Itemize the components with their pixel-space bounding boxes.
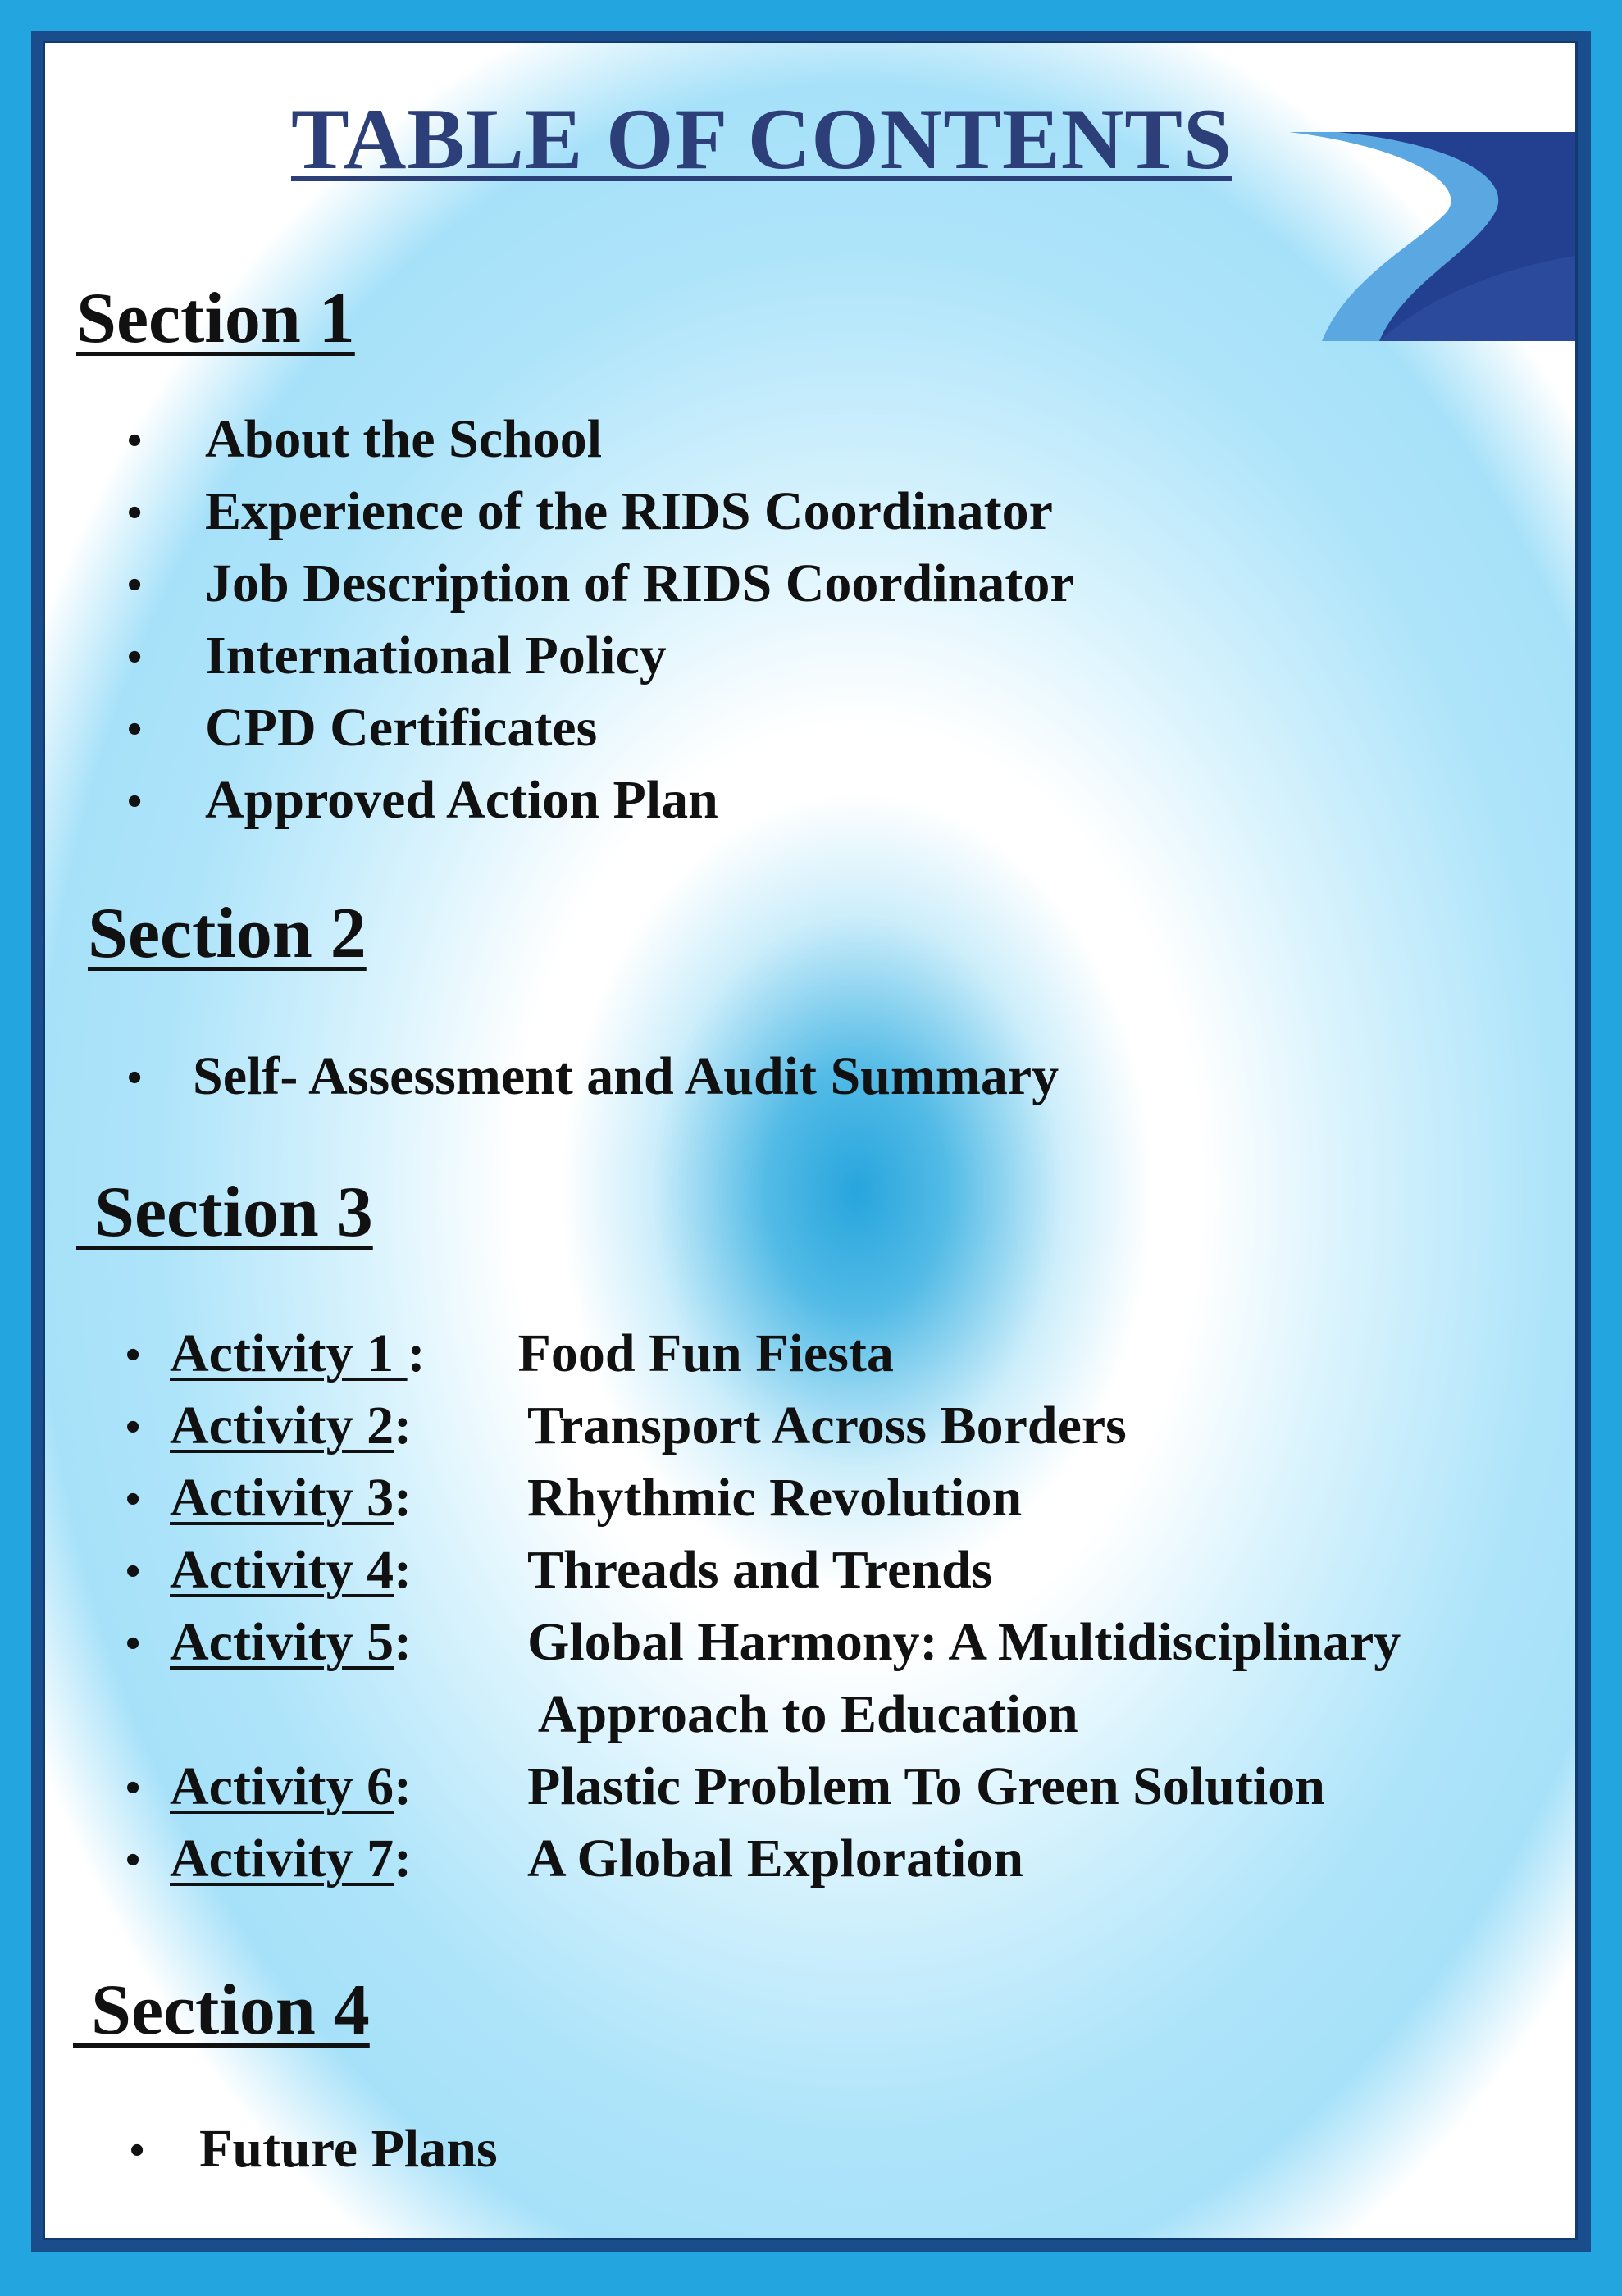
bullet: • — [130, 2127, 145, 2174]
bullet: • — [125, 1332, 141, 1378]
activity-4-title: Threads and Trends — [527, 1540, 993, 1600]
activity-6-title: Plastic Problem To Green Solution — [527, 1756, 1325, 1816]
bullet: • — [127, 634, 143, 681]
toc-item-self-assessment: Self- Assessment and Audit Summary — [193, 1046, 1059, 1106]
bullet: • — [127, 778, 143, 825]
activity-4-label: Activity 4: — [170, 1540, 412, 1600]
section-4-heading: Section 4 — [73, 1970, 370, 2050]
page-title: TABLE OF CONTENTS — [291, 91, 1232, 187]
activity-3-title: Rhythmic Revolution — [527, 1468, 1023, 1528]
toc-item-about-school: About the School — [205, 409, 603, 469]
bullet: • — [127, 562, 143, 608]
bullet: • — [125, 1620, 141, 1667]
activity-5-label: Activity 5: — [170, 1612, 412, 1672]
bullet: • — [125, 1837, 141, 1884]
activity-2-label: Activity 2: — [170, 1396, 412, 1456]
bullet: • — [125, 1548, 141, 1595]
bullet: • — [127, 1055, 143, 1101]
activity-1-label: Activity 1 : — [170, 1323, 426, 1383]
activity-3-label: Activity 3: — [170, 1468, 412, 1528]
activity-7-title: A Global Exploration — [527, 1829, 1024, 1888]
toc-item-action-plan: Approved Action Plan — [205, 770, 718, 830]
toc-item-cpd-certificates: CPD Certificates — [205, 698, 598, 758]
page-content — [43, 41, 1578, 2240]
toc-item-experience: Experience of the RIDS Coordinator — [205, 481, 1053, 541]
bullet: • — [127, 490, 143, 536]
bullet: • — [125, 1404, 141, 1451]
bullet: • — [125, 1476, 141, 1523]
activity-5-title: Global Harmony: A Multidisciplinary — [527, 1612, 1401, 1672]
toc-item-future-plans: Future Plans — [199, 2119, 498, 2179]
section-3-heading: Section 3 — [76, 1173, 373, 1252]
section-2-heading: Section 2 — [88, 894, 367, 973]
toc-item-international-policy: International Policy — [205, 626, 667, 686]
bullet: • — [127, 417, 143, 464]
section-1-heading: Section 1 — [76, 279, 355, 358]
bullet: • — [125, 1765, 141, 1811]
toc-item-job-description: Job Description of RIDS Coordinator — [205, 554, 1074, 613]
bullet: • — [127, 706, 143, 753]
activity-1-title: Food Fun Fiesta — [504, 1323, 894, 1383]
activity-5-title-continued: Approach to Education — [527, 1684, 1078, 1744]
activity-6-label: Activity 6: — [170, 1756, 412, 1816]
corner-swoosh-graphic — [1289, 132, 1578, 341]
activity-2-title: Transport Across Borders — [527, 1396, 1127, 1456]
activity-7-label: Activity 7: — [170, 1829, 412, 1888]
